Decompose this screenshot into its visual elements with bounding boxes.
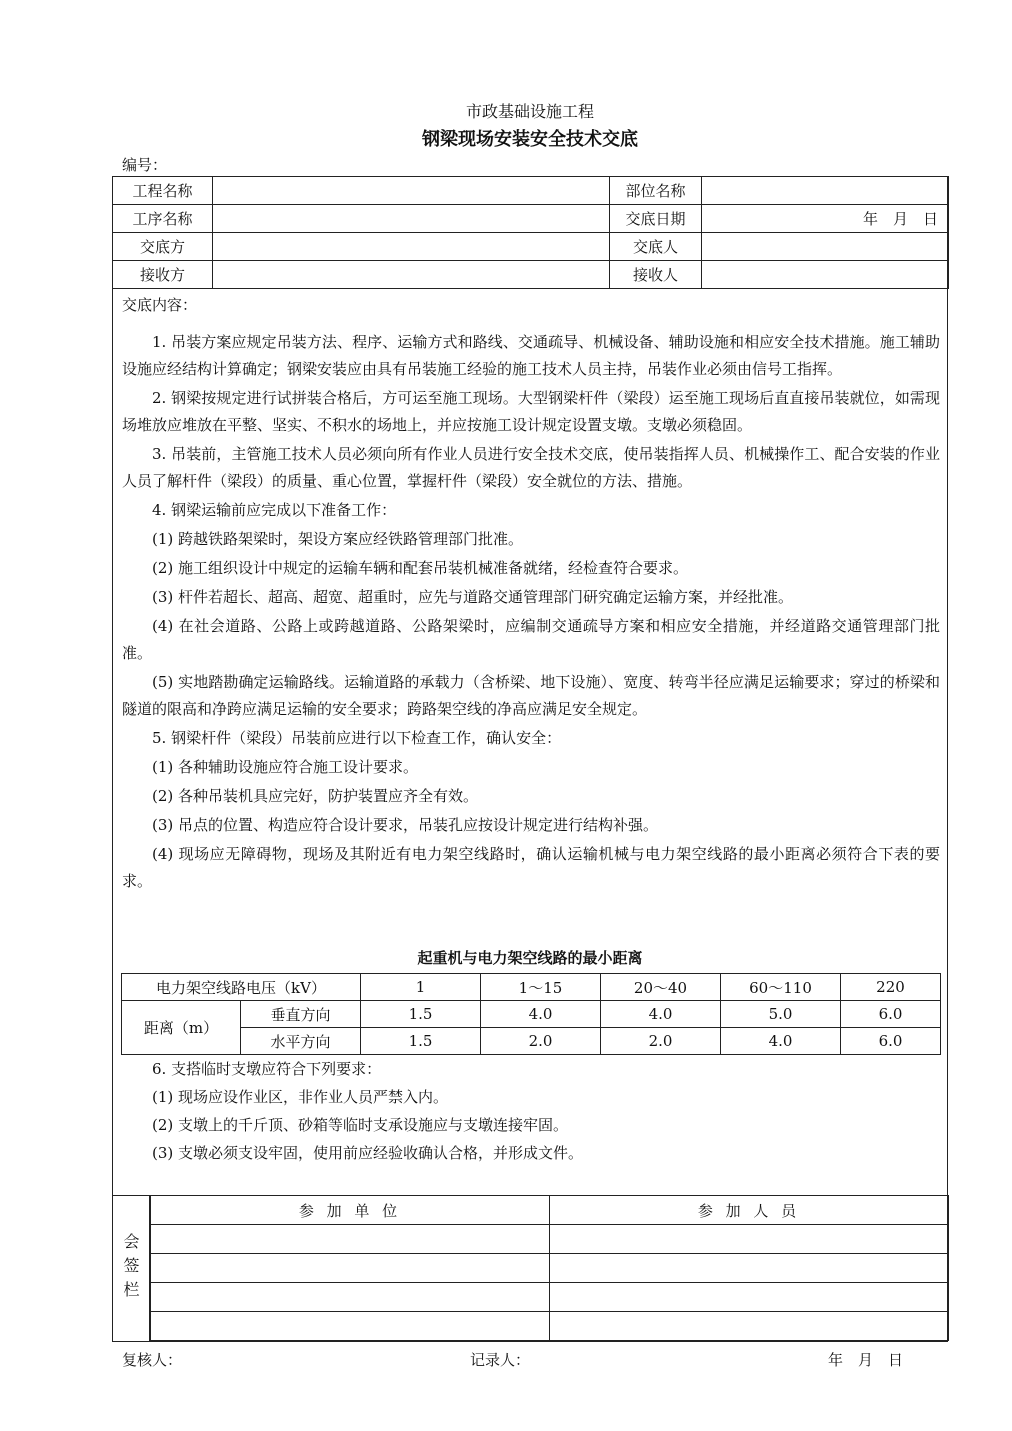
voltage-cell: 20～40 (601, 974, 721, 1001)
content-paragraph: (2) 支墩上的千斤顶、砂箱等临时支承设施应与支墩连接牢固。 (152, 1116, 569, 1134)
signature-section-text: 会签栏 (121, 1233, 140, 1305)
content-paragraph: 3. 吊装前，主管施工技术人员必须向所有作业人员进行安全技术交底，使吊装指挥人员、机械操作工、配合安装的作业人员了解杆件（梁段）的质量、重心位置，掌握杆件（梁段）安全就位的方法、措施。 (122, 445, 940, 490)
content-paragraph: (3) 吊点的位置、构造应符合设计要求，吊装孔应按设计规定进行结构补强。 (152, 816, 659, 834)
signature-row (151, 1283, 949, 1312)
person-field[interactable] (550, 1254, 949, 1283)
signature-section-label (112, 1195, 150, 1342)
part-name-label: 部位名称 (610, 177, 702, 205)
date-field[interactable]: 年 月 日 (702, 205, 949, 233)
voltage-cell: 220 (841, 974, 941, 1001)
content-paragraph: (4) 现场应无障碍物，现场及其附近有电力架空线路时，确认运输机械与电力架空线路的最小距离必须符合下表的要求。 (122, 845, 940, 890)
distance-header: 距离（m） (122, 1001, 241, 1055)
content-paragraph: 6. 支搭临时支墩应符合下列要求： (152, 1060, 382, 1078)
unit-field[interactable] (151, 1225, 550, 1254)
content-paragraph: (3) 杆件若超长、超高、超宽、超重时，应先与道路交通管理部门研究确定运输方案，并经批准。 (152, 588, 794, 606)
receiver-label: 接收方 (113, 261, 213, 289)
document-subtitle: 市政基础设施工程 (465, 102, 594, 121)
vertical-value: 5.0 (721, 1001, 841, 1028)
vertical-value: 4.0 (601, 1001, 721, 1028)
distance-horizontal-row (122, 1028, 941, 1055)
disclosure-content (122, 292, 940, 897)
disclosure-content-continued (122, 1056, 940, 1168)
receiver-person-label: 接收人 (610, 261, 702, 289)
voltage-header: 电力架空线路电压（kV） (122, 974, 361, 1001)
part-name-field[interactable] (702, 177, 949, 205)
info-row-giver (113, 233, 949, 261)
giver-person-field[interactable] (702, 233, 949, 261)
distance-table-title: 起重机与电力架空线路的最小距离 (417, 949, 643, 967)
content-paragraph: (1) 现场应设作业区，非作业人员严禁入内。 (152, 1088, 449, 1106)
reviewer-label: 复核人： (122, 1351, 183, 1369)
content-paragraph: (4) 在社会道路、公路上或跨越道路、公路架梁时，应编制交通疏导方案和相应安全措施，并经道路交通管理部门批准。 (122, 617, 940, 662)
date-label: 交底日期 (610, 205, 702, 233)
person-field[interactable] (550, 1225, 949, 1254)
recorder-label: 记录人： (470, 1351, 531, 1369)
project-name-label: 工程名称 (113, 177, 213, 205)
receiver-person-field[interactable] (702, 261, 949, 289)
giver-person-label: 交底人 (610, 233, 702, 261)
distance-table (121, 973, 941, 1055)
horizontal-value: 4.0 (721, 1028, 841, 1055)
vertical-value: 6.0 (841, 1001, 941, 1028)
voltage-cell: 1～15 (481, 974, 601, 1001)
content-lead-label: 交底内容： (122, 296, 198, 314)
footer-date: 年 月 日 (828, 1351, 904, 1369)
giver-field[interactable] (213, 233, 610, 261)
signature-header-row (151, 1196, 949, 1225)
vertical-value: 1.5 (361, 1001, 481, 1028)
content-paragraph: (2) 施工组织设计中规定的运输车辆和配套吊装机械准备就绪，经检查符合要求。 (152, 559, 689, 577)
content-paragraph: (5) 实地踏勘确定运输路线。运输道路的承载力（含桥梁、地下设施）、宽度、转弯半径应满足运输要求；穿过的桥梁和隧道的限高和净跨应满足运输的安全要求；跨路架空线的净高应满足安全规定。 (122, 673, 940, 718)
info-table (112, 176, 949, 289)
vertical-value: 4.0 (481, 1001, 601, 1028)
participating-unit-header: 参 加 单 位 (151, 1196, 550, 1225)
info-row-project (113, 177, 949, 205)
participating-person-header: 参 加 人 员 (550, 1196, 949, 1225)
unit-field[interactable] (151, 1312, 550, 1341)
horizontal-value: 6.0 (841, 1028, 941, 1055)
process-name-label: 工序名称 (113, 205, 213, 233)
signature-table (150, 1195, 949, 1341)
distance-voltage-row (122, 974, 941, 1001)
horizontal-value: 2.0 (601, 1028, 721, 1055)
content-paragraph: (3) 支墩必须支设牢固，使用前应经验收确认合格，并形成文件。 (152, 1144, 584, 1162)
content-paragraph: (2) 各种吊装机具应完好，防护装置应齐全有效。 (152, 787, 479, 805)
content-paragraph: 4. 钢梁运输前应完成以下准备工作： (152, 501, 397, 519)
unit-field[interactable] (151, 1254, 550, 1283)
voltage-cell: 60～110 (721, 974, 841, 1001)
signature-row (151, 1225, 949, 1254)
content-paragraph: (1) 跨越铁路架梁时，架设方案应经铁路管理部门批准。 (152, 530, 524, 548)
content-paragraph: (1) 各种辅助设施应符合施工设计要求。 (152, 758, 419, 776)
document-title: 钢梁现场安装安全技术交底 (422, 129, 638, 150)
giver-label: 交底方 (113, 233, 213, 261)
info-row-process (113, 205, 949, 233)
horizontal-value: 1.5 (361, 1028, 481, 1055)
horizontal-value: 2.0 (481, 1028, 601, 1055)
project-name-field[interactable] (213, 177, 610, 205)
content-paragraph: 5. 钢梁杆件（梁段）吊装前应进行以下检查工作，确认安全： (152, 729, 562, 747)
info-row-receiver (113, 261, 949, 289)
signature-row (151, 1312, 949, 1341)
receiver-field[interactable] (213, 261, 610, 289)
unit-field[interactable] (151, 1283, 550, 1312)
signature-row (151, 1254, 949, 1283)
content-paragraph: 1. 吊装方案应规定吊装方法、程序、运输方式和路线、交通疏导、机械设备、辅助设施和相应安全技术措施。施工辅助设施应经结构计算确定；钢梁安装应由具有吊装施工经验的施工技术人员主持，吊装作业必须由信号工指挥。 (122, 333, 940, 378)
serial-number-label: 编号： (122, 156, 168, 174)
person-field[interactable] (550, 1312, 949, 1341)
content-paragraph: 2. 钢梁按规定进行试拼装合格后，方可运至施工现场。大型钢梁杆件（梁段）运至施工现场后直直接吊装就位，如需现场堆放应堆放在平整、坚实、不积水的场地上，并应按施工设计规定设置支墩。支墩必须稳固。 (122, 389, 940, 434)
distance-vertical-row (122, 1001, 941, 1028)
person-field[interactable] (550, 1283, 949, 1312)
process-name-field[interactable] (213, 205, 610, 233)
voltage-cell: 1 (361, 974, 481, 1001)
horizontal-label: 水平方向 (241, 1028, 361, 1055)
vertical-label: 垂直方向 (241, 1001, 361, 1028)
